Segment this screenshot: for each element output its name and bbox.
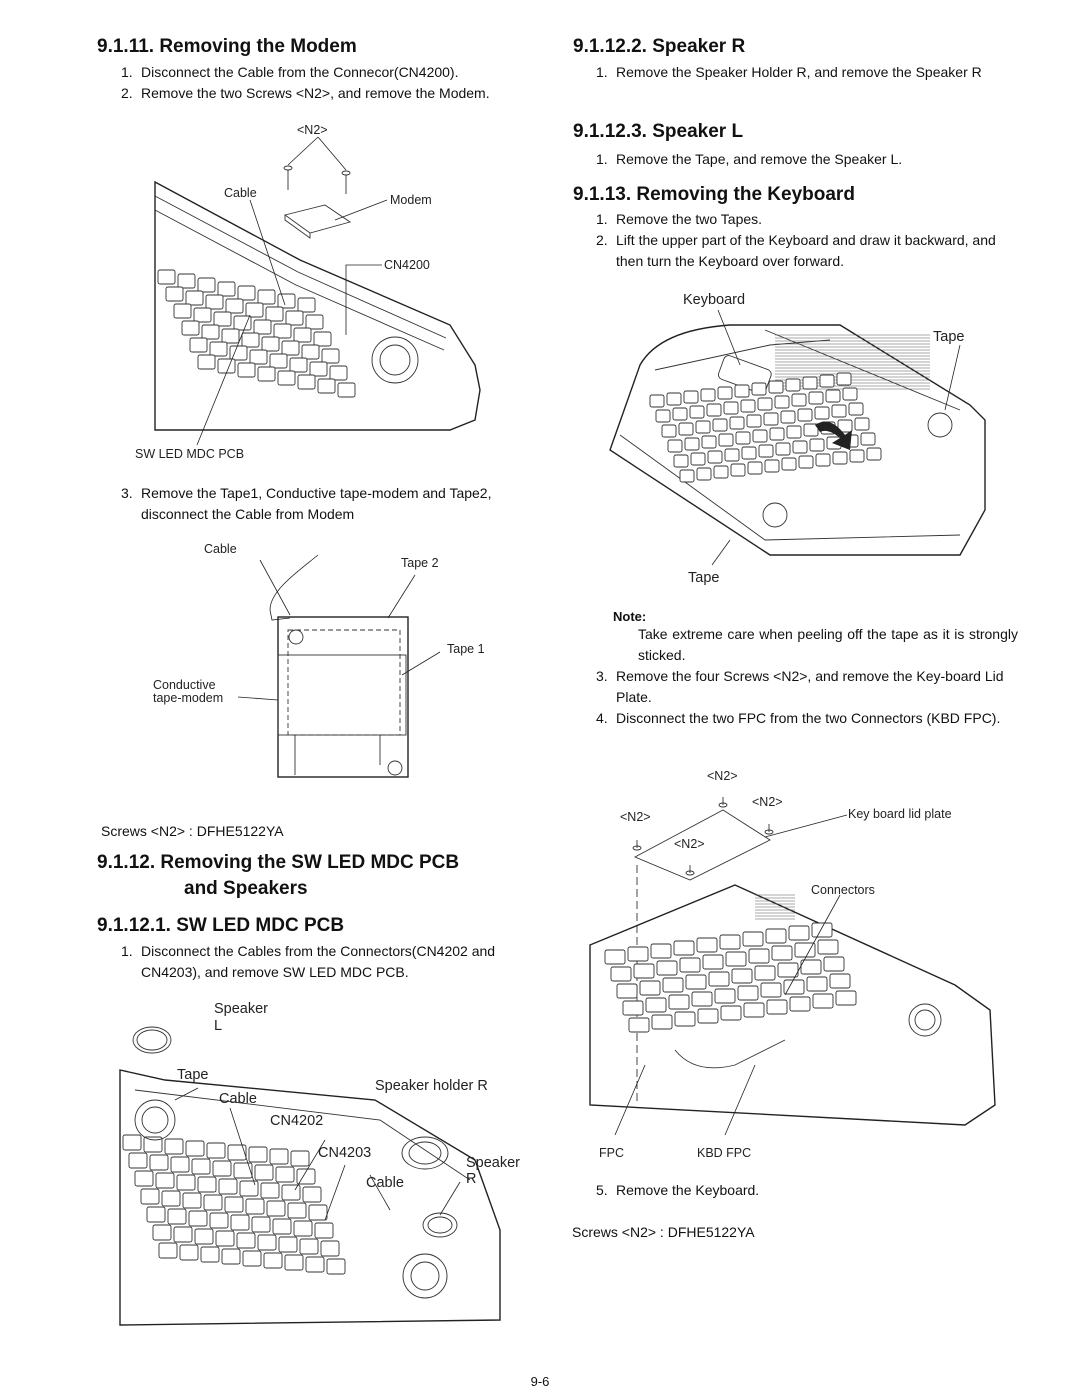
label-cable-3: Cable [219,1091,257,1107]
heading-removing-modem: 9.1.11. Removing the Modem [97,36,357,57]
step-1: 1. Disconnect the Cable from the Connecor(CN4200). [121,64,459,80]
label-n2-right: <N2> [752,795,783,809]
label-speaker-r: Speaker [466,1155,521,1171]
screws-note-right: Screws <N2> : DFHE5122YA [572,1224,755,1240]
label-conductive: Conductive [153,678,216,692]
label-n2-left: <N2> [620,810,651,824]
step-1-sw: 1. Disconnect the Cables from the Connectors(CN4202 and CN4203), and remove SW LED MDC PCB. [121,943,496,980]
label-connectors: Connectors [811,883,875,897]
label-cn4202: CN4202 [270,1113,324,1129]
label-speaker-holder-r: Speaker holder R [375,1078,488,1094]
heading-removing-sw-led-2: and Speakers [184,878,308,899]
label-l: L [214,1018,223,1034]
page-number: 9-6 [530,1374,550,1389]
heading-removing-sw-led: 9.1.12. Removing the SW LED MDC PCB [97,852,460,873]
step-3: 3. Remove the Tape1, Conductive tape-modem and Tape2, disconnect the Cable from Modem [121,485,492,522]
step-1-speaker-r: 1. Remove the Speaker Holder R, and remove the Speaker R [596,64,982,80]
label-tape-top: Tape [933,329,965,345]
label-keyboard: Keyboard [683,292,746,308]
label-fpc: FPC [599,1146,624,1160]
label-r: R [466,1171,477,1187]
label-cable-2: Cable [204,542,237,556]
note-text: Take extreme care when peeling off the tape as it is strongly sticked. [638,626,1018,663]
label-tape-1: Tape 1 [447,642,485,656]
heading-speaker-l: 9.1.12.3. Speaker L [573,121,744,142]
label-n2-top: <N2> [707,769,738,783]
note-heading: Note: [613,609,647,624]
label-cable-4: Cable [366,1175,404,1191]
modem-tape-figure [150,540,440,785]
keyboard-figure [600,310,1000,560]
step-1-speaker-l: 1. Remove the Tape, and remove the Speaker L. [596,151,903,167]
step-2: 2. Remove the two Screws <N2>, and remove the Modem. [121,85,490,101]
keyboard-lid-figure [585,775,1005,1150]
label-cable: Cable [224,186,257,200]
step-5-kbd: 5. Remove the Keyboard. [596,1182,760,1198]
label-kbd-fpc: KBD FPC [697,1146,752,1160]
label-tape-modem: tape-modem [153,691,224,705]
label-n2: <N2> [297,123,328,137]
step-2-kbd: 2. Lift the upper part of the Keyboard and draw it backward, and then turn the Keyboard over forward. [596,232,996,269]
modem-removal-figure [150,120,490,450]
step-4-kbd: 4. Disconnect the two FPC from the two Connectors (KBD FPC). [596,710,1001,726]
label-tape: Tape [177,1067,209,1083]
label-modem: Modem [390,193,432,207]
step-1-kbd: 1. Remove the two Tapes. [596,211,763,227]
label-cn4200: CN4200 [384,258,430,272]
speaker-figure [115,1020,515,1330]
label-cn4203: CN4203 [318,1145,372,1161]
label-keyboard-lid-plate: Key board lid plate [848,807,952,821]
screws-note-left: Screws <N2> : DFHE5122YA [101,823,284,839]
label-n2-bottom: <N2> [674,837,705,851]
label-speaker-l: Speaker [214,1001,269,1017]
label-tape-2: Tape 2 [401,556,439,570]
heading-removing-keyboard: 9.1.13. Removing the Keyboard [573,184,855,205]
step-3-kbd: 3. Remove the four Screws <N2>, and remove the Key-board Lid Plate. [596,668,1004,705]
heading-sw-led-mdc-pcb: 9.1.12.1. SW LED MDC PCB [97,915,345,936]
label-tape-bottom: Tape [688,570,720,586]
label-sw-led-mdc-pcb: SW LED MDC PCB [135,447,245,461]
heading-speaker-r: 9.1.12.2. Speaker R [573,36,746,57]
